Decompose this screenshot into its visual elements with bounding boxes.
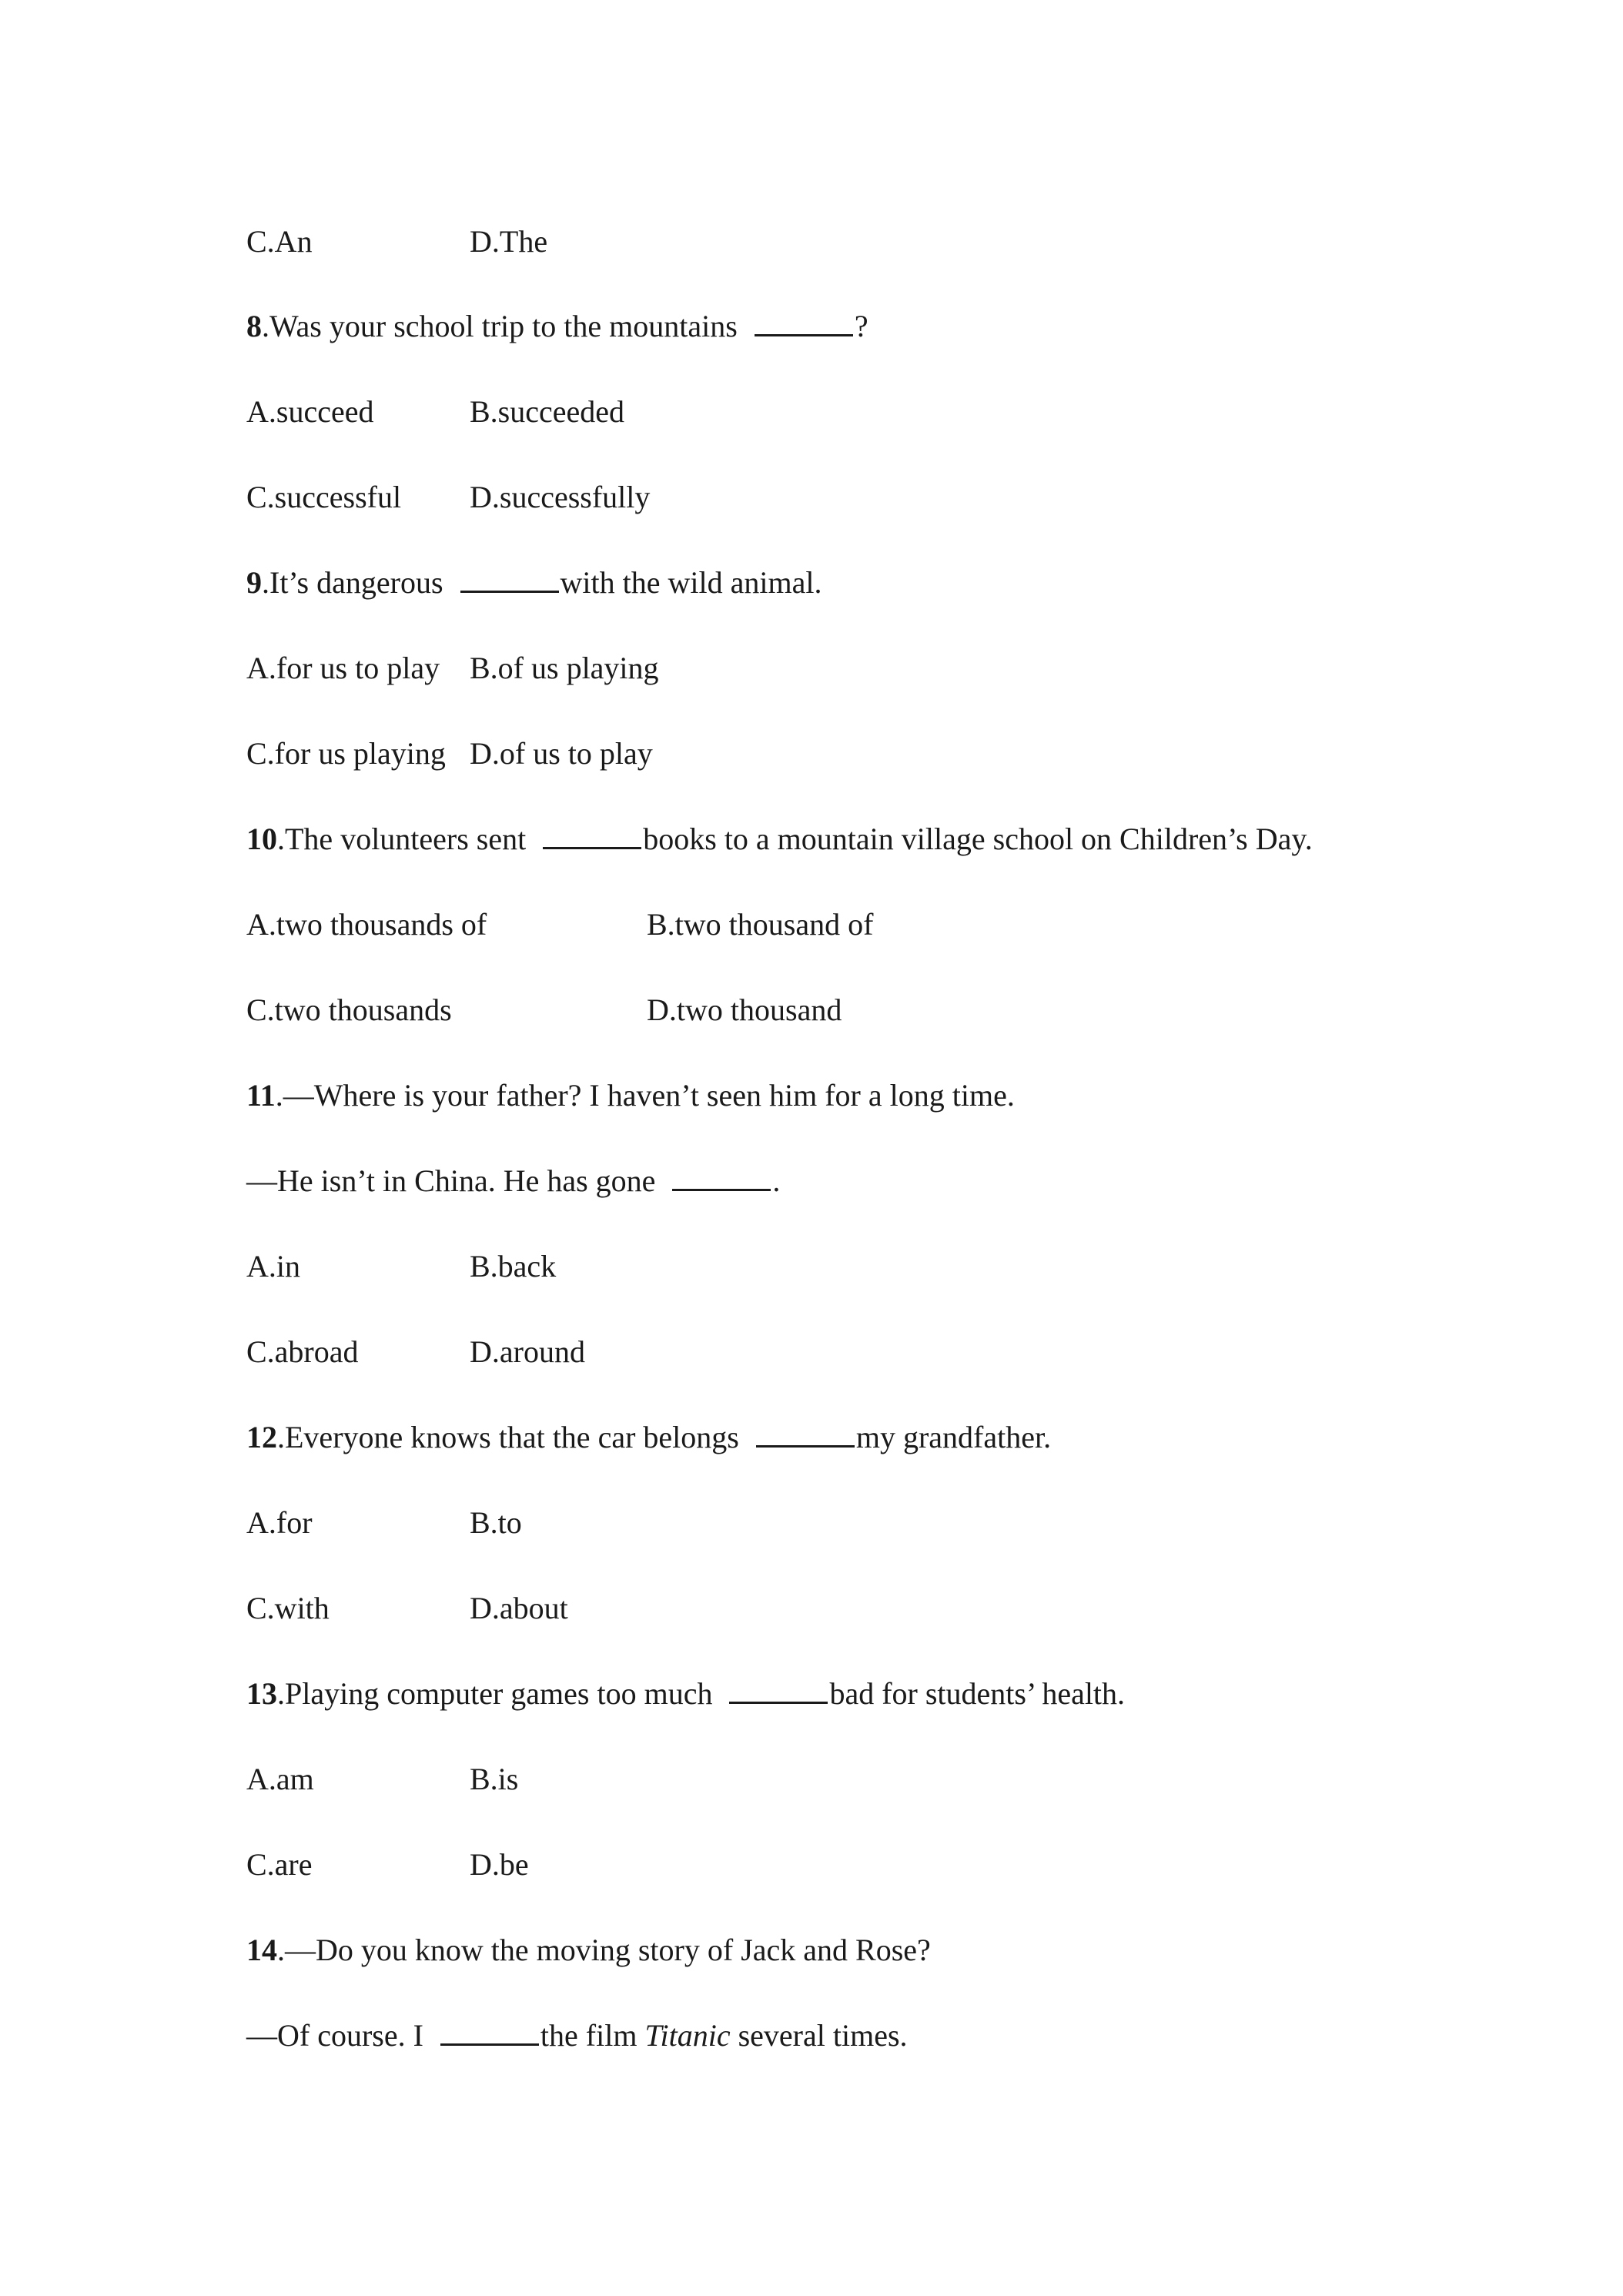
q7-options-row2	[246, 223, 548, 260]
q10-text-before: .The volunteers sent	[277, 822, 527, 856]
q11-stem-line2	[246, 1163, 780, 1200]
q10-number: 10	[246, 822, 277, 856]
q12-blank	[756, 1419, 855, 1448]
q12-options-row2	[246, 1590, 568, 1627]
q12-text-before: .Everyone knows that the car belongs	[277, 1420, 739, 1454]
q10-options-row1	[246, 906, 874, 943]
q10-text-after: books to a mountain village school on Children’s Day.	[643, 822, 1313, 856]
q8-option-c: C.successful	[246, 480, 402, 514]
q8-options-row1	[246, 393, 625, 430]
q12-option-b: B.to	[470, 1505, 522, 1540]
q13-option-b: B.is	[470, 1762, 519, 1796]
q11-option-a: A.in	[246, 1249, 300, 1284]
q10-option-c: C.two thousands	[246, 992, 452, 1027]
q11-options-row1	[246, 1248, 557, 1285]
q8-text-after: ?	[854, 309, 868, 343]
q12-option-a: A.for	[246, 1505, 313, 1540]
q12-text-after: my grandfather.	[855, 1420, 1052, 1454]
q10-option-a: A.two thousands of	[246, 907, 487, 942]
q14-film-title: Titanic	[644, 2018, 731, 2053]
q14-blank	[440, 2017, 539, 2046]
q11-stem-line1	[246, 1077, 1015, 1114]
q8-stem	[246, 308, 868, 345]
q10-option-b: B.two thousand of	[647, 907, 874, 942]
q8-option-b: B.succeeded	[470, 394, 625, 429]
q11-text-line1: .—Where is your father? I haven’t seen him for a long time.	[275, 1078, 1015, 1113]
q14-text-after-b: several times.	[730, 2018, 908, 2053]
q11-text-after: .	[772, 1163, 781, 1198]
q14-stem-line2	[246, 2017, 908, 2054]
q13-blank	[729, 1675, 828, 1704]
q8-text-before: .Was your school trip to the mountains	[262, 309, 738, 343]
q8-options-row2	[246, 479, 651, 516]
q13-options-row1	[246, 1761, 519, 1798]
q11-option-d: D.around	[470, 1334, 585, 1369]
q13-option-c: C.are	[246, 1847, 313, 1882]
q8-number: 8	[246, 309, 262, 343]
q10-options-row2	[246, 992, 842, 1029]
q12-option-c: C.with	[246, 1591, 330, 1625]
q11-blank	[672, 1163, 771, 1191]
q14-text-after-a: the film	[540, 2018, 645, 2053]
q13-text-before: .Playing computer games too much	[277, 1676, 713, 1711]
q9-text-after: with the wild animal.	[560, 565, 822, 600]
q12-number: 12	[246, 1420, 277, 1454]
q9-option-d: D.of us to play	[470, 736, 653, 771]
q9-options-row2	[246, 735, 653, 772]
q13-option-a: A.am	[246, 1762, 314, 1796]
q8-option-a: A.succeed	[246, 394, 374, 429]
q12-option-d: D.about	[470, 1591, 568, 1625]
q9-stem	[246, 564, 822, 601]
q9-number: 9	[246, 565, 262, 600]
q9-text-before: .It’s dangerous	[262, 565, 443, 600]
q9-option-b: B.of us playing	[470, 651, 659, 685]
q11-number: 11	[246, 1078, 276, 1113]
q9-blank	[460, 564, 559, 593]
q13-stem	[246, 1675, 1125, 1712]
q14-text-line1: .—Do you know the moving story of Jack and Rose?	[277, 1933, 931, 1967]
q11-option-c: C.abroad	[246, 1334, 359, 1369]
q9-options-row1	[246, 650, 659, 687]
q11-option-b: B.back	[470, 1249, 557, 1284]
q7-option-d: D.The	[470, 224, 548, 259]
q10-option-d: D.two thousand	[647, 992, 842, 1027]
q13-number: 13	[246, 1676, 277, 1711]
q10-stem	[246, 821, 1313, 858]
q14-text-before: —Of course. I	[246, 2018, 423, 2053]
q8-option-d: D.successfully	[470, 480, 651, 514]
q9-option-a: A.for us to play	[246, 651, 440, 685]
q14-number: 14	[246, 1933, 277, 1967]
q13-option-d: D.be	[470, 1847, 529, 1882]
q11-options-row2	[246, 1334, 585, 1371]
q12-stem	[246, 1419, 1051, 1456]
q9-option-c: C.for us playing	[246, 736, 446, 771]
q13-options-row2	[246, 1846, 529, 1883]
q12-options-row1	[246, 1504, 522, 1541]
q13-text-after: bad for students’ health.	[829, 1676, 1126, 1711]
q7-option-c: C.An	[246, 224, 313, 259]
q8-blank	[755, 308, 853, 336]
q10-blank	[543, 821, 641, 849]
q11-text-before: —He isn’t in China. He has gone	[246, 1163, 656, 1198]
q14-stem-line1	[246, 1932, 931, 1969]
